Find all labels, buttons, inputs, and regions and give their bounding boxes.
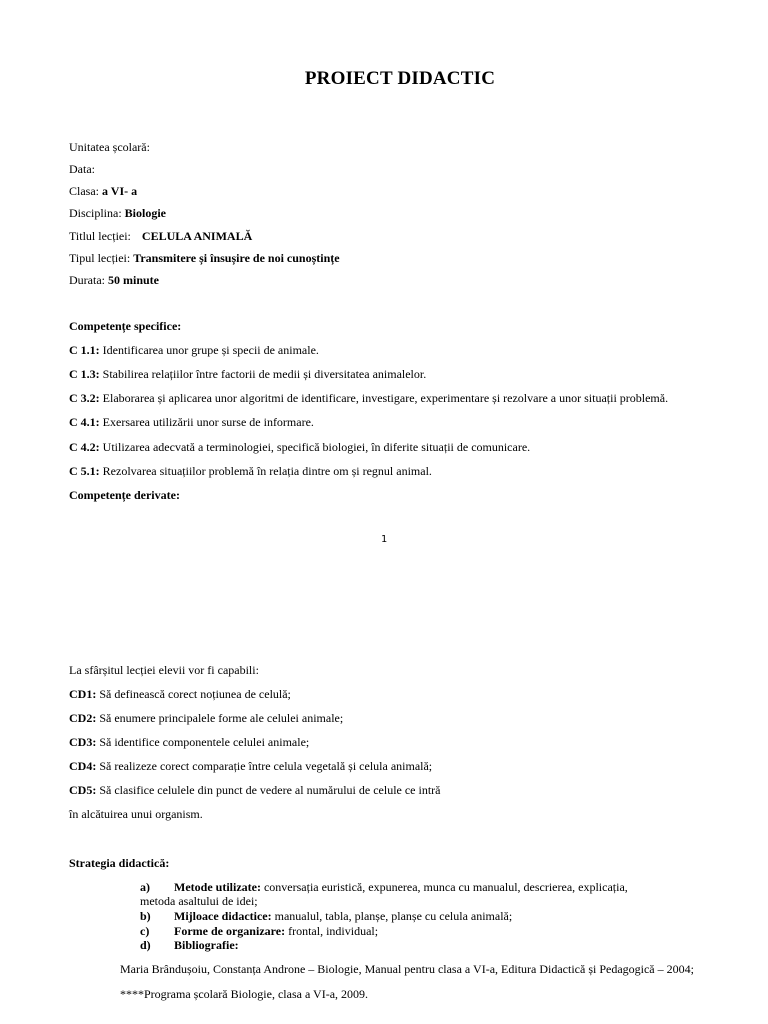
obiectiv-item [69, 759, 432, 774]
tipul-line [69, 251, 340, 266]
unitatea-label: Unitatea școlară: [69, 140, 150, 154]
titlul-line [69, 229, 252, 244]
obiectiv-text: Să realizeze corect comparație între celula vegetală și celula animală; [99, 759, 433, 773]
disciplina-label: Disciplina: [69, 206, 122, 220]
clasa-line [69, 184, 137, 199]
clasa-value: a VI- a [102, 184, 138, 198]
obiective-intro: La sfârșitul lecției elevii vor fi capabili: [69, 663, 259, 677]
obiectiv-text: Să definească corect noțiunea de celulă; [99, 687, 291, 701]
strategia-text: conversația euristică, expunerea, munca cu manualul, descrierea, explicația, [263, 880, 628, 894]
strategia-heading: Strategia didactică: [69, 856, 170, 870]
strategia-letter: d) [140, 938, 151, 952]
disciplina-line [69, 206, 166, 221]
data-label: Data: [69, 162, 95, 176]
obiectiv-code: CD5: [69, 783, 97, 797]
strategia-label: Forme de organizare: [174, 924, 286, 938]
obiectiv-code: CD2: [69, 711, 97, 725]
titlul-value: CELULA ANIMALĂ [141, 229, 253, 243]
obiectiv-text: Să clasifice celulele din punct de vedere al numărului de celule ce intră [99, 783, 441, 797]
obiectiv-code: CD4: [69, 759, 97, 773]
obiectiv-text: Să enumere principalele forme ale celulei animale; [99, 711, 344, 725]
strategia-letter: c) [140, 924, 150, 938]
strategia-item [140, 938, 239, 953]
competenta-text: Utilizarea adecvată a terminologiei, specifică biologiei, în diferite situații de comunicare. [102, 440, 531, 454]
strategia-item [140, 909, 512, 924]
strategia-item [140, 924, 378, 939]
competenta-item [69, 391, 668, 406]
competenta-code: C 5.1: [69, 464, 100, 478]
competenta-item [69, 343, 319, 358]
competenta-code: C 1.1: [69, 343, 100, 357]
durata-label: Durata: [69, 273, 105, 287]
obiectiv-item [69, 735, 309, 750]
obiectiv-continuation: în alcătuirea unui organism. [69, 807, 203, 821]
competenta-code: C 4.2: [69, 440, 100, 454]
strategia-text: frontal, individual; [288, 924, 379, 938]
document-title: PROIECT DIDACTIC [304, 68, 496, 89]
page-number: 1 [380, 534, 388, 545]
strategia-text: manualul, tabla, planșe, planșe cu celula animală; [274, 909, 513, 923]
bibliografie-entry: ****Programa școlară Biologie, clasa a VI-a, 2009. [120, 987, 369, 1001]
durata-value: 50 minute [107, 273, 159, 287]
competenta-item [69, 415, 314, 430]
competenta-text: Elaborarea și aplicarea unor algoritmi de identificare, investigare, experimentare și rezolvare a unor situații problemă. [102, 391, 669, 405]
clasa-label: Clasa: [69, 184, 99, 198]
competenta-code: C 3.2: [69, 391, 100, 405]
data-line [69, 162, 95, 177]
competenta-code: C 1.3: [69, 367, 100, 381]
bibliografie-entry: Maria Brândușoiu, Constanța Androne – Biologie, Manual pentru clasa a VI-a, Editura Didactică și Pedagogică – 2004; [120, 962, 694, 976]
strategia-label: Bibliografie: [174, 938, 239, 952]
competenta-text: Rezolvarea situațiilor problemă în relația dintre om și regnul animal. [102, 464, 432, 478]
durata-line [69, 273, 159, 288]
competenta-item [69, 367, 426, 382]
obiectiv-item [69, 711, 343, 726]
competente-derivate-heading: Competențe derivate: [69, 488, 180, 502]
strategia-label: Metode utilizate: [174, 880, 261, 894]
obiectiv-text: Să identifice componentele celulei animale; [99, 735, 310, 749]
competenta-text: Exersarea utilizării unor surse de informare. [102, 415, 314, 429]
unitatea-line [69, 140, 150, 155]
titlul-label: Titlul lecției: [69, 229, 131, 243]
strategia-letter: a) [140, 880, 150, 894]
competenta-code: C 4.1: [69, 415, 100, 429]
obiectiv-code: CD1: [69, 687, 97, 701]
competenta-item [69, 440, 530, 455]
competenta-text: Stabilirea relațiilor între factorii de medii și diversitatea animalelor. [102, 367, 427, 381]
obiectiv-code: CD3: [69, 735, 97, 749]
obiectiv-item [69, 687, 291, 702]
disciplina-value: Biologie [124, 206, 167, 220]
strategia-label: Mijloace didactice: [174, 909, 272, 923]
tipul-label: Tipul lecției: [69, 251, 131, 265]
competente-heading: Competențe specifice: [69, 319, 182, 333]
competenta-text: Identificarea unor grupe și specii de animale. [102, 343, 319, 357]
tipul-value: Transmitere și însușire de noi cunoștințe [133, 251, 340, 265]
strategia-continuation: metoda asaltului de idei; [140, 894, 258, 908]
obiectiv-item [69, 783, 441, 798]
strategia-item [140, 880, 628, 895]
competenta-item [69, 464, 432, 479]
strategia-letter: b) [140, 909, 151, 923]
